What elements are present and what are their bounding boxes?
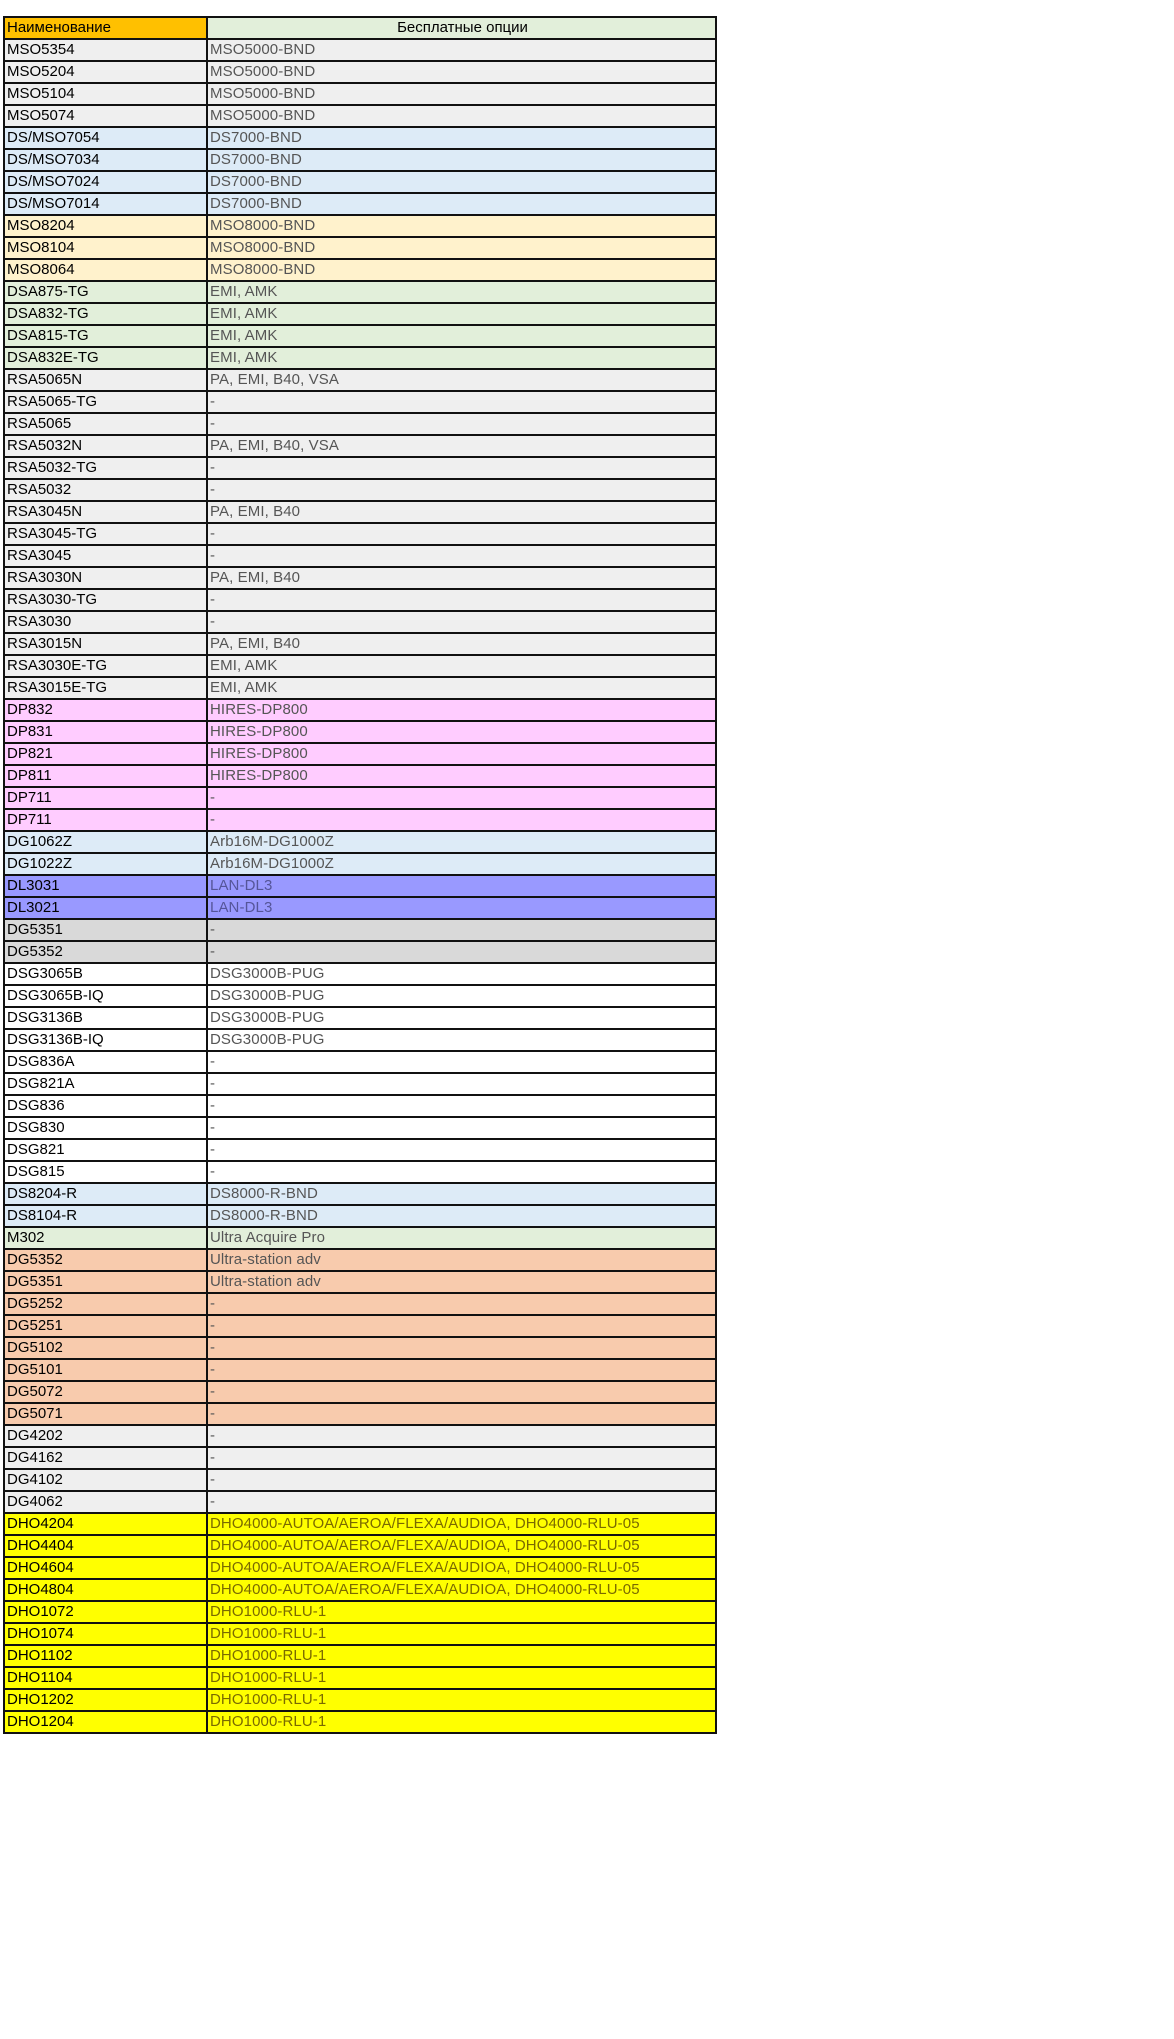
table-row <box>4 765 716 787</box>
free-options-cell: MSO5000-BND <box>207 61 716 83</box>
table-row <box>4 237 716 259</box>
model-name-cell: DP832 <box>4 699 207 721</box>
free-options-cell: - <box>207 589 716 611</box>
table-row <box>4 193 716 215</box>
model-name-cell: DSG3136B <box>4 1007 207 1029</box>
free-options-cell: - <box>207 457 716 479</box>
model-name-cell: DHO1072 <box>4 1601 207 1623</box>
model-name-cell: RSA3030-TG <box>4 589 207 611</box>
free-options-cell: DHO1000-RLU-1 <box>207 1689 716 1711</box>
table-body <box>4 39 716 1733</box>
model-name-cell: RSA3030N <box>4 567 207 589</box>
free-options-cell: DHO1000-RLU-1 <box>207 1645 716 1667</box>
free-options-cell: LAN-DL3 <box>207 897 716 919</box>
table-row <box>4 1447 716 1469</box>
free-options-cell: DHO4000-AUTOA/AEROA/FLEXA/AUDIOA, DHO4000-RLU-05 <box>207 1579 716 1601</box>
free-options-cell: DS7000-BND <box>207 127 716 149</box>
free-options-cell: DS8000-R-BND <box>207 1183 716 1205</box>
free-options-cell: - <box>207 1447 716 1469</box>
free-options-cell: DHO4000-AUTOA/AEROA/FLEXA/AUDIOA, DHO4000-RLU-05 <box>207 1535 716 1557</box>
free-options-cell: - <box>207 1425 716 1447</box>
table-row <box>4 809 716 831</box>
model-name-cell: DG4102 <box>4 1469 207 1491</box>
free-options-cell: - <box>207 545 716 567</box>
table-row <box>4 831 716 853</box>
free-options-cell: - <box>207 919 716 941</box>
free-options-cell: HIRES-DP800 <box>207 765 716 787</box>
model-name-cell: DS/MSO7024 <box>4 171 207 193</box>
table-row <box>4 677 716 699</box>
table-row <box>4 1161 716 1183</box>
free-options-cell: DHO4000-AUTOA/AEROA/FLEXA/AUDIOA, DHO4000-RLU-05 <box>207 1513 716 1535</box>
free-options-cell: DHO1000-RLU-1 <box>207 1711 716 1733</box>
table-row <box>4 1513 716 1535</box>
model-name-cell: DS/MSO7034 <box>4 149 207 171</box>
table-row <box>4 1337 716 1359</box>
model-name-cell: RSA5032 <box>4 479 207 501</box>
free-options-cell: Arb16M-DG1000Z <box>207 853 716 875</box>
model-name-cell: DSG3065B-IQ <box>4 985 207 1007</box>
table-row <box>4 985 716 1007</box>
free-options-cell: - <box>207 1381 716 1403</box>
header-name: Наименование <box>4 17 207 39</box>
model-name-cell: DG5251 <box>4 1315 207 1337</box>
model-name-cell: DHO4804 <box>4 1579 207 1601</box>
table-row <box>4 1249 716 1271</box>
table-row <box>4 1469 716 1491</box>
free-options-cell: - <box>207 1095 716 1117</box>
table-row <box>4 1381 716 1403</box>
free-options-cell: HIRES-DP800 <box>207 743 716 765</box>
table-row <box>4 1667 716 1689</box>
table-row <box>4 1293 716 1315</box>
model-name-cell: DS/MSO7014 <box>4 193 207 215</box>
model-name-cell: RSA5065N <box>4 369 207 391</box>
table-row <box>4 1623 716 1645</box>
table-row <box>4 853 716 875</box>
table-row <box>4 633 716 655</box>
free-options-cell: Ultra-station adv <box>207 1249 716 1271</box>
model-name-cell: RSA3030 <box>4 611 207 633</box>
free-options-cell: - <box>207 1051 716 1073</box>
free-options-cell: PA, EMI, B40 <box>207 633 716 655</box>
table-row <box>4 105 716 127</box>
table-row <box>4 369 716 391</box>
free-options-cell: DS7000-BND <box>207 171 716 193</box>
model-name-cell: DG1062Z <box>4 831 207 853</box>
model-name-cell: DHO1204 <box>4 1711 207 1733</box>
model-name-cell: DSA875-TG <box>4 281 207 303</box>
free-options-cell: - <box>207 1337 716 1359</box>
model-name-cell: MSO5104 <box>4 83 207 105</box>
model-name-cell: DS8204-R <box>4 1183 207 1205</box>
table-row <box>4 479 716 501</box>
model-name-cell: M302 <box>4 1227 207 1249</box>
free-options-cell: DS7000-BND <box>207 149 716 171</box>
model-name-cell: DP711 <box>4 787 207 809</box>
model-name-cell: DHO1202 <box>4 1689 207 1711</box>
table-row <box>4 919 716 941</box>
options-table <box>3 16 717 1734</box>
free-options-cell: EMI, AMK <box>207 655 716 677</box>
table-row <box>4 501 716 523</box>
model-name-cell: DP831 <box>4 721 207 743</box>
free-options-cell: MSO5000-BND <box>207 83 716 105</box>
model-name-cell: MSO8064 <box>4 259 207 281</box>
model-name-cell: DSA815-TG <box>4 325 207 347</box>
table-row <box>4 1359 716 1381</box>
table-row <box>4 589 716 611</box>
table-row <box>4 1645 716 1667</box>
table-row <box>4 1029 716 1051</box>
free-options-cell: PA, EMI, B40 <box>207 567 716 589</box>
free-options-cell: - <box>207 1469 716 1491</box>
free-options-cell: EMI, AMK <box>207 281 716 303</box>
table-row <box>4 1711 716 1733</box>
header-options: Бесплатные опции <box>207 17 716 39</box>
free-options-cell: EMI, AMK <box>207 325 716 347</box>
table-row <box>4 963 716 985</box>
free-options-cell: HIRES-DP800 <box>207 721 716 743</box>
model-name-cell: DP821 <box>4 743 207 765</box>
free-options-cell: - <box>207 1359 716 1381</box>
table-row <box>4 699 716 721</box>
model-name-cell: RSA3045N <box>4 501 207 523</box>
free-options-cell: EMI, AMK <box>207 303 716 325</box>
free-options-cell: - <box>207 1293 716 1315</box>
free-options-cell: DSG3000B-PUG <box>207 985 716 1007</box>
free-options-cell: DHO4000-AUTOA/AEROA/FLEXA/AUDIOA, DHO4000-RLU-05 <box>207 1557 716 1579</box>
table-row <box>4 457 716 479</box>
free-options-cell: - <box>207 523 716 545</box>
free-options-cell: PA, EMI, B40, VSA <box>207 369 716 391</box>
table-row <box>4 567 716 589</box>
table-row <box>4 347 716 369</box>
table-row <box>4 611 716 633</box>
free-options-cell: - <box>207 1161 716 1183</box>
free-options-cell: DHO1000-RLU-1 <box>207 1601 716 1623</box>
table-row <box>4 1051 716 1073</box>
free-options-cell: PA, EMI, B40 <box>207 501 716 523</box>
model-name-cell: DG1022Z <box>4 853 207 875</box>
free-options-cell: DHO1000-RLU-1 <box>207 1667 716 1689</box>
model-name-cell: DG5352 <box>4 941 207 963</box>
model-name-cell: RSA3015N <box>4 633 207 655</box>
free-options-cell: - <box>207 1491 716 1513</box>
model-name-cell: DG5352 <box>4 1249 207 1271</box>
free-options-cell: DSG3000B-PUG <box>207 963 716 985</box>
model-name-cell: RSA3045-TG <box>4 523 207 545</box>
model-name-cell: DSG830 <box>4 1117 207 1139</box>
free-options-cell: - <box>207 787 716 809</box>
free-options-cell: - <box>207 413 716 435</box>
model-name-cell: DP811 <box>4 765 207 787</box>
model-name-cell: MSO8204 <box>4 215 207 237</box>
table-row <box>4 897 716 919</box>
model-name-cell: DL3021 <box>4 897 207 919</box>
free-options-cell: LAN-DL3 <box>207 875 716 897</box>
table-row <box>4 1689 716 1711</box>
free-options-cell: DS7000-BND <box>207 193 716 215</box>
free-options-cell: Ultra-station adv <box>207 1271 716 1293</box>
table-row <box>4 721 716 743</box>
table-row <box>4 127 716 149</box>
model-name-cell: MSO5204 <box>4 61 207 83</box>
model-name-cell: DS8104-R <box>4 1205 207 1227</box>
table-row <box>4 1491 716 1513</box>
table-row <box>4 413 716 435</box>
model-name-cell: DHO4604 <box>4 1557 207 1579</box>
model-name-cell: RSA3045 <box>4 545 207 567</box>
model-name-cell: DG5071 <box>4 1403 207 1425</box>
free-options-cell: HIRES-DP800 <box>207 699 716 721</box>
model-name-cell: RSA3015E-TG <box>4 677 207 699</box>
table-row <box>4 1073 716 1095</box>
table-row <box>4 1601 716 1623</box>
table-row <box>4 259 716 281</box>
table-row <box>4 149 716 171</box>
free-options-cell: EMI, AMK <box>207 347 716 369</box>
model-name-cell: RSA5065 <box>4 413 207 435</box>
free-options-cell: - <box>207 809 716 831</box>
model-name-cell: DHO1104 <box>4 1667 207 1689</box>
table-row <box>4 523 716 545</box>
free-options-cell: DHO1000-RLU-1 <box>207 1623 716 1645</box>
free-options-cell: Ultra Acquire Pro <box>207 1227 716 1249</box>
table-row <box>4 787 716 809</box>
free-options-cell: Arb16M-DG1000Z <box>207 831 716 853</box>
model-name-cell: DP711 <box>4 809 207 831</box>
free-options-cell: - <box>207 1403 716 1425</box>
free-options-cell: DSG3000B-PUG <box>207 1007 716 1029</box>
model-name-cell: DG5252 <box>4 1293 207 1315</box>
model-name-cell: DHO1074 <box>4 1623 207 1645</box>
free-options-cell: - <box>207 941 716 963</box>
table-row <box>4 1557 716 1579</box>
table-row <box>4 1183 716 1205</box>
table-row <box>4 941 716 963</box>
model-name-cell: RSA5032N <box>4 435 207 457</box>
model-name-cell: DSG821 <box>4 1139 207 1161</box>
table-row <box>4 171 716 193</box>
table-row <box>4 743 716 765</box>
model-name-cell: RSA5065-TG <box>4 391 207 413</box>
table-row <box>4 1271 716 1293</box>
model-name-cell: DSA832E-TG <box>4 347 207 369</box>
model-name-cell: DG5101 <box>4 1359 207 1381</box>
model-name-cell: RSA5032-TG <box>4 457 207 479</box>
table-row <box>4 1139 716 1161</box>
free-options-cell: EMI, AMK <box>207 677 716 699</box>
free-options-cell: - <box>207 391 716 413</box>
model-name-cell: DS/MSO7054 <box>4 127 207 149</box>
table-row <box>4 215 716 237</box>
table-row <box>4 1227 716 1249</box>
free-options-cell: MSO8000-BND <box>207 215 716 237</box>
table-row <box>4 1425 716 1447</box>
table-row <box>4 325 716 347</box>
table-row <box>4 303 716 325</box>
model-name-cell: DG5351 <box>4 1271 207 1293</box>
model-name-cell: DHO4404 <box>4 1535 207 1557</box>
free-options-cell: PA, EMI, B40, VSA <box>207 435 716 457</box>
table-row <box>4 83 716 105</box>
model-name-cell: DL3031 <box>4 875 207 897</box>
table-row <box>4 655 716 677</box>
model-name-cell: MSO8104 <box>4 237 207 259</box>
table-row <box>4 39 716 61</box>
table-row <box>4 435 716 457</box>
model-name-cell: DSG836 <box>4 1095 207 1117</box>
model-name-cell: DG5072 <box>4 1381 207 1403</box>
table-row <box>4 1315 716 1337</box>
model-name-cell: MSO5354 <box>4 39 207 61</box>
model-name-cell: DHO1102 <box>4 1645 207 1667</box>
table-row <box>4 1007 716 1029</box>
table-row <box>4 1579 716 1601</box>
free-options-cell: - <box>207 611 716 633</box>
model-name-cell: DG5351 <box>4 919 207 941</box>
model-name-cell: DHO4204 <box>4 1513 207 1535</box>
table-row <box>4 391 716 413</box>
model-name-cell: DG4162 <box>4 1447 207 1469</box>
table-row <box>4 875 716 897</box>
table-row <box>4 545 716 567</box>
model-name-cell: DG5102 <box>4 1337 207 1359</box>
model-name-cell: DSG836A <box>4 1051 207 1073</box>
model-name-cell: DSG3136B-IQ <box>4 1029 207 1051</box>
free-options-cell: - <box>207 1315 716 1337</box>
model-name-cell: DSA832-TG <box>4 303 207 325</box>
free-options-cell: MSO5000-BND <box>207 105 716 127</box>
model-name-cell: DG4202 <box>4 1425 207 1447</box>
table-row <box>4 1117 716 1139</box>
free-options-cell: MSO8000-BND <box>207 259 716 281</box>
table-row <box>4 281 716 303</box>
free-options-cell: - <box>207 1117 716 1139</box>
table-row <box>4 1403 716 1425</box>
free-options-cell: DSG3000B-PUG <box>207 1029 716 1051</box>
free-options-cell: - <box>207 1073 716 1095</box>
table-row <box>4 1095 716 1117</box>
free-options-cell: MSO8000-BND <box>207 237 716 259</box>
model-name-cell: DG4062 <box>4 1491 207 1513</box>
free-options-cell: - <box>207 1139 716 1161</box>
model-name-cell: RSA3030E-TG <box>4 655 207 677</box>
table-row <box>4 1205 716 1227</box>
model-name-cell: DSG815 <box>4 1161 207 1183</box>
free-options-cell: - <box>207 479 716 501</box>
table-row <box>4 1535 716 1557</box>
table-row <box>4 61 716 83</box>
model-name-cell: DSG821A <box>4 1073 207 1095</box>
free-options-cell: MSO5000-BND <box>207 39 716 61</box>
header-row <box>4 17 716 39</box>
model-name-cell: DSG3065B <box>4 963 207 985</box>
model-name-cell: MSO5074 <box>4 105 207 127</box>
free-options-cell: DS8000-R-BND <box>207 1205 716 1227</box>
